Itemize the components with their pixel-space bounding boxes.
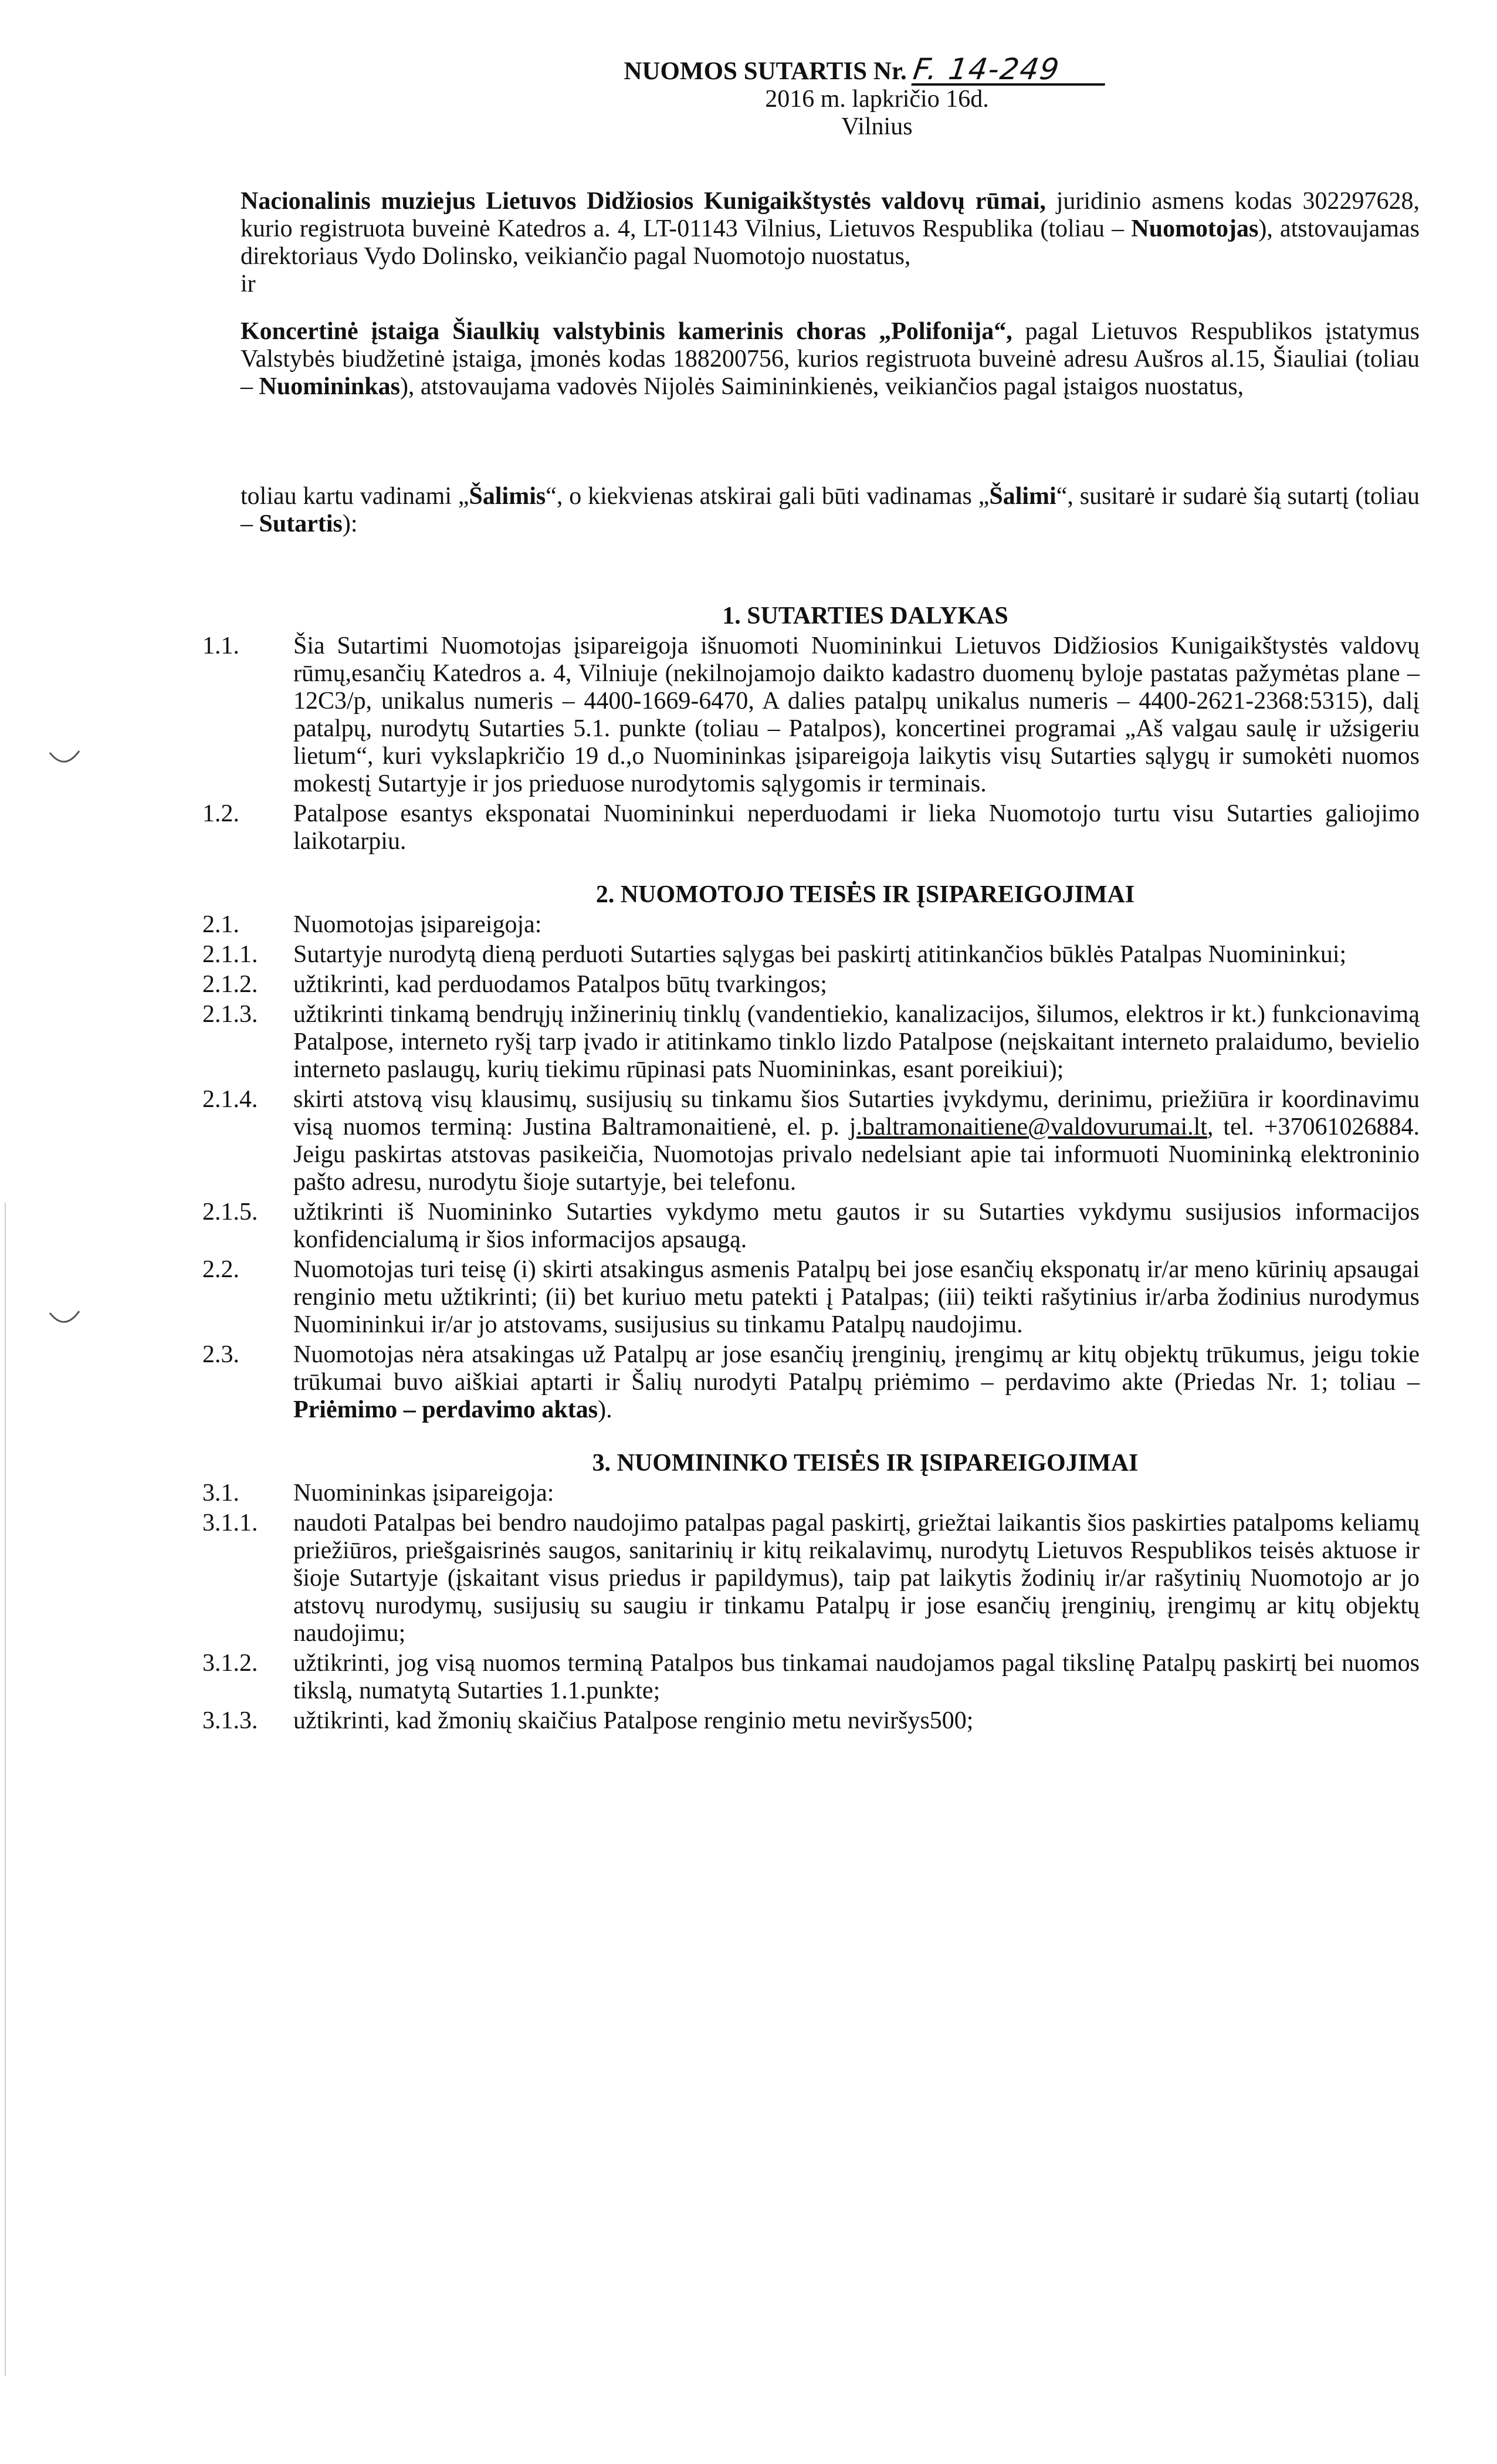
text-segment: Nuomininkas įsipareigoja: [293, 1480, 554, 1507]
clause-item [202, 1707, 1420, 1735]
text-segment: Nuomotojas turi teisę (i) skirti atsakingus asmenis Patalpų bei jose esančių eksponatų ir/ar meno kūrinių apsaugai renginio metu užtikrinti; (ii) bet kuriuo metu patekti į Patalpas; (iii) teikti rašytinius ir/arba žodinius nurodymus Nuomininkui ir/ar jo atstovams, susijusius su tinkamu Patalpų naudojimu. [293, 1256, 1420, 1338]
party-conjunction [241, 270, 1420, 298]
clause-item [202, 800, 1420, 855]
contract-city: Vilnius [841, 113, 913, 140]
party-lessor [241, 188, 1420, 270]
text-segment: skirti atstovą visų klausimų, susijusių su tinkamu šios Sutarties įvykdymu, derinimu, priežiūra ir koordinavimu visą nuomos terminą: Justina Baltramonaitienė, el. p. [293, 1086, 1420, 1140]
clause-item [202, 1001, 1420, 1084]
clause-item [202, 1199, 1420, 1254]
email-link[interactable]: j.baltramonaitiene@valdovurumai.lt [849, 1113, 1207, 1140]
text-segment: Priėmimo – perdavimo aktas [293, 1396, 598, 1423]
text-segment: Koncertinė įstaiga Šiaulkių valstybinis kamerinis choras „Polifonija“, [241, 318, 1012, 345]
clause-number: 3.1.1. [202, 1509, 258, 1536]
text-segment: Sutartyje nurodytą dieną perduoti Sutarties sąlygas bei paskirtį atitinkančios būklės Patalpas Nuomininkui; [293, 941, 1347, 968]
clause-item [202, 1341, 1420, 1424]
text-segment: Nacionalinis muziejus Lietuvos Didžiosios Kunigaikštystės valdovų rūmai, [241, 188, 1046, 215]
section-heading: 3. NUOMININKO TEISĖS IR ĮSIPAREIGOJIMAI [592, 1450, 1139, 1477]
text-segment: Nuomotojas įsipareigoja: [293, 911, 542, 938]
clause-number: 2.1. [202, 911, 239, 938]
handwritten-contract-number: F. 14-249 [911, 56, 1109, 86]
margin-pen-mark-icon [47, 748, 82, 771]
text-segment: Šia Sutartimi Nuomotojas įsipareigoja išnuomoti Nuomininkui Lietuvos Didžiosios Kunigaikštystės valdovų rūmų,esančių Katedros a. 4, Vilniuje (nekilnojamojo daikto kadastro duomenų byloje pastatas pažymėtas plane – 12C3/p, unikalus numeris – 4400-1669-6470, A dalies patalpų unikalus numeris – 4400-2621-2368:5315), dalį patalpų, nurodytų Sutarties 5.1. punkte (toliau – Patalpos), koncertinei programai „Aš valgau saulę ir užsigeriu lietum“, kuri vykslapkričio 19 d.,o Nuomininkas įsipareigoja laikytis visų Sutarties sąlygų ir sumokėti nuomos mokestį Sutartyje ir jos prieduose nurodytomis sąlygomis ir terminais. [293, 632, 1420, 797]
contract-page [202, 52, 1420, 1735]
scan-edge-line [5, 1203, 6, 2376]
text-segment: “, susitarė ir sudarė šią sutartį (toliau – [241, 483, 1420, 537]
text-segment: ), atstovaujama vadovės Nijolės Saimininkienės, veikiančios pagal įstaigos nuostatus, [399, 373, 1244, 400]
document-title [311, 52, 1420, 86]
text-segment: ir [241, 270, 256, 297]
text-segment: užtikrinti, jog visą nuomos terminą Patalpos bus tinkamai naudojamos pagal tikslinę Patalpų paskirtį bei nuomos tikslą, numatytą Sutarties 1.1.punkte; [293, 1650, 1420, 1704]
text-segment: užtikrinti, kad perduodamos Patalpos būtų tvarkingos; [293, 971, 827, 998]
clause-number: 2.1.2. [202, 971, 258, 998]
margin-pen-mark-icon [47, 1308, 82, 1332]
parties-block [241, 188, 1420, 538]
text-segment: “, o kiekvienas atskirai gali būti vadinamas „ [546, 483, 990, 510]
text-segment: užtikrinti, kad žmonių skaičius Patalpose renginio metu neviršys500; [293, 1707, 974, 1734]
text-segment: Nuomotojas [1131, 215, 1259, 242]
clause-number: 3.1.3. [202, 1707, 258, 1734]
clause-number: 2.1.3. [202, 1001, 258, 1028]
text-segment: užtikrinti iš Nuomininko Sutarties vykdymo metu gautos ir su Sutarties vykdymu susijusios informacijos konfidencialumą ir šios informacijos apsaugą. [293, 1199, 1420, 1253]
clause-item [202, 1509, 1420, 1647]
clause-number: 2.1.5. [202, 1199, 258, 1226]
text-segment: Sutartis [259, 510, 343, 537]
text-segment: Nuomotojas nėra atsakingas už Patalpų ar jose esančių įrenginių, įrengimų ar kitų objektų trūkumus, jeigu tokie trūkumai buvo aiškiai aptarti ir Šalių nurodyti Patalpų priėmimo – perdavimo akte (Priedas Nr. 1; toliau – [293, 1341, 1420, 1396]
clause-number: 2.1.4. [202, 1086, 258, 1113]
party-lessee [241, 318, 1420, 401]
clause-item [202, 632, 1420, 798]
text-segment: ), atstovaujamas direktoriaus Vydo Dolinsko, veikiančio pagal Nuomotojo nuostatus, [241, 215, 1420, 270]
title-text: NUOMOS SUTARTIS Nr. [624, 57, 907, 85]
clause-item [202, 911, 1420, 939]
text-segment: pagal Lietuvos Respublikos įstatymus Valstybės biudžetinė įstaiga, įmonės kodas 188200756, kurios registruota buveinė adresu Aušros al.15, Šiauliai (toliau – [241, 318, 1420, 400]
text-segment: , tel. +37061026884. Jeigu paskirtas atstovas pasikeičia, Nuomotojas privalo nedelsiant apie tai informuoti Nuomininką elektroninio pašto adresu, nurodytu šioje sutartyje, bei telefonu. [293, 1113, 1420, 1196]
clause-number: 2.1.1. [202, 941, 258, 968]
clause-number: 2.3. [202, 1341, 239, 1368]
text-segment: Šalimis [469, 483, 546, 510]
clause-number: 1.2. [202, 800, 239, 827]
parties-definition [241, 483, 1420, 538]
clause-item [202, 1650, 1420, 1705]
text-segment: ): [342, 510, 358, 537]
clause-item [202, 941, 1420, 969]
contract-date: 2016 m. lapkričio 16d. [765, 86, 989, 113]
sections-block [202, 603, 1420, 1735]
text-segment: naudoti Patalpas bei bendro naudojimo patalpas pagal paskirtį, griežtai laikantis šios paskirties patalpoms keliamų priežiūros, priešgaisrinės saugos, sanitarinių ir kitų reikalavimų, nurodytų Lietuvos Respublikos teisės aktuose ir šioje Sutartyje (įskaitant visus priedus ir papildymus), taip pat laikytis žodinių ir/ar rašytinių Nuomotojo ar jo atstovų nurodymų, susijusių su saugiu ir tinkamu Patalpų ir jose esančių įrenginių, įrengimų ar kitų objektų naudojimu; [293, 1509, 1420, 1647]
text-segment: toliau kartu vadinami „ [241, 483, 469, 510]
clause-number: 3.1.2. [202, 1650, 258, 1677]
text-segment: juridinio asmens kodas 302297628, kurio registruota buveinė Katedros a. 4, LT-01143 Vilnius, Lietuvos Respublika (toliau – [241, 188, 1420, 242]
section-heading: 2. NUOMOTOJO TEISĖS IR ĮSIPAREIGOJIMAI [595, 881, 1135, 908]
clause-item [202, 971, 1420, 999]
text-segment: Šalimi [989, 483, 1056, 510]
clause-item [202, 1480, 1420, 1507]
clause-item [202, 1086, 1420, 1196]
clause-item [202, 1256, 1420, 1339]
text-segment: užtikrinti tinkamą bendrųjų inžinerinių tinklų (vandentiekio, kanalizacijos, šilumos, elektros ir kt.) funkcionavimą Patalpose, interneto ryšį tarp įvado ir atitinkamo tinklo lizdo Patalpose (neįskaitant interneto pralaidumo, bevielio interneto paslaugų, kurių tiekimu rūpinasi pats Nuomininkas, esant poreikiui); [293, 1001, 1420, 1083]
clause-number: 2.2. [202, 1256, 239, 1283]
clause-number: 1.1. [202, 632, 239, 659]
clause-number: 3.1. [202, 1480, 239, 1507]
text-segment: Patalpose esantys eksponatai Nuomininkui neperduodami ir lieka Nuomotojo turtu visu Sutarties galiojimo laikotarpiu. [293, 800, 1420, 855]
text-segment: Nuomininkas [259, 373, 400, 400]
section-heading: 1. SUTARTIES DALYKAS [722, 603, 1008, 629]
text-segment: ). [598, 1396, 612, 1423]
